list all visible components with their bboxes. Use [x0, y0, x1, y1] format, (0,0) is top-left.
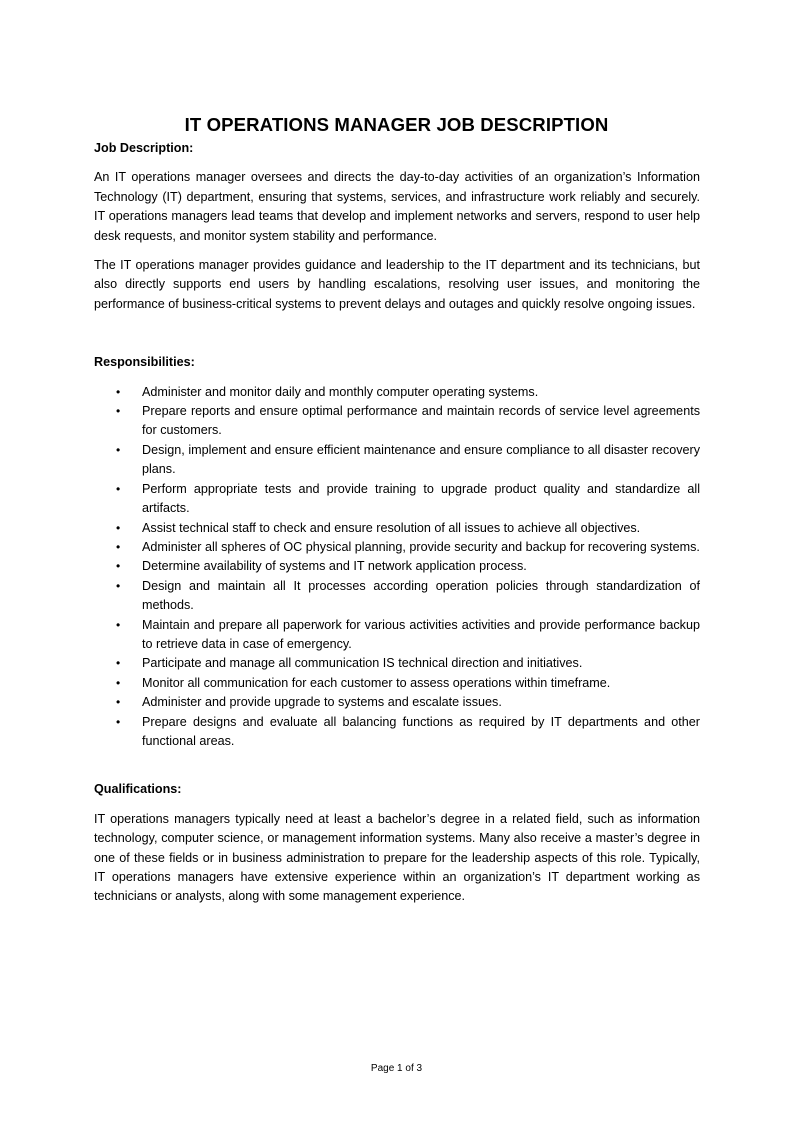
list-item-text: Monitor all communication for each customer to assess operations within timeframe. — [142, 675, 611, 690]
qualifications-paragraph: IT operations managers typically need at least a bachelor’s degree in a related field, such as information technology, computer science, or management information systems. Many also receive a master’s degree in one of these fields or in business administration to prepare for the leadership aspects of this role. Typically, IT operations managers have extensive experience within an organization’s IT department working as technicians or analysts, along with some management experience. — [94, 811, 700, 904]
responsibilities-list — [94, 383, 700, 752]
document-title: IT OPERATIONS MANAGER JOB DESCRIPTION — [184, 114, 609, 135]
bullet-icon: • — [116, 442, 121, 457]
job-description-paragraph-1: An IT operations manager oversees and directs the day-to-day activities of an organization’s Information Technology (IT) department, ensuring that systems, services, and infrastructure work reliably and securely. IT operations managers lead teams that develop and implement networks and servers, respond to user help desk requests, and monitor system stability and performance. — [94, 170, 700, 243]
list-item — [94, 519, 700, 538]
bullet-icon: • — [116, 404, 121, 419]
bullet-icon: • — [116, 539, 121, 554]
bullet-icon: • — [116, 617, 121, 632]
list-item-text: Assist technical staff to check and ensure resolution of all issues to achieve all objectives. — [142, 520, 641, 535]
bullet-icon: • — [116, 695, 121, 710]
bullet-icon: • — [116, 481, 121, 496]
list-item — [94, 674, 700, 693]
list-item-text: Administer and monitor daily and monthly computer operating systems. — [142, 384, 539, 399]
bullet-icon: • — [116, 578, 121, 593]
list-item-text: Administer all spheres of OC physical planning, provide security and backup for recovering systems. — [142, 539, 700, 554]
job-description-heading: Job Description: — [94, 141, 194, 155]
list-item — [94, 577, 700, 616]
list-item-text: Administer and provide upgrade to systems and escalate issues. — [142, 695, 502, 710]
list-item — [94, 538, 700, 557]
list-item — [94, 441, 700, 480]
list-item — [94, 480, 700, 519]
bullet-icon: • — [116, 384, 121, 399]
bullet-icon: • — [116, 675, 121, 690]
list-item — [94, 383, 700, 402]
list-item-text: Maintain and prepare all paperwork for various activities activities and provide performance backup to retrieve data in case of emergency. — [142, 617, 700, 651]
bullet-icon: • — [116, 656, 121, 671]
list-item-text: Prepare designs and evaluate all balancing functions as required by IT departments and other functional areas. — [142, 714, 700, 748]
responsibilities-heading: Responsibilities: — [94, 355, 195, 370]
document-body — [94, 139, 700, 907]
list-item-text: Participate and manage all communication IS technical direction and initiatives. — [142, 656, 583, 671]
bullet-icon: • — [116, 714, 121, 729]
list-item — [94, 693, 700, 712]
bullet-icon: • — [116, 559, 121, 574]
job-description-paragraph-2: The IT operations manager provides guidance and leadership to the IT department and its technicians, but also directly supports end users by handling escalations, resolving user issues, and monitoring the performance of business-critical systems to prevent delays and outages and quickly resolve ongoing issues. — [94, 258, 700, 311]
list-item — [94, 557, 700, 576]
list-item-text: Design, implement and ensure efficient maintenance and ensure compliance to all disaster recovery plans. — [142, 442, 700, 477]
qualifications-heading: Qualifications: — [94, 782, 182, 797]
list-item-text: Design and maintain all It processes according operation policies through standardization of methods. — [142, 578, 700, 613]
page-number: Page 1 of 3 — [370, 1063, 423, 1074]
list-item — [94, 713, 700, 752]
list-item-text: Determine availability of systems and IT network application process. — [142, 559, 527, 574]
list-item — [94, 402, 700, 441]
list-item-text: Perform appropriate tests and provide training to upgrade product quality and standardize all artifacts. — [142, 481, 700, 516]
list-item — [94, 654, 700, 673]
list-item-text: Prepare reports and ensure optimal performance and maintain records of service level agreements for customers. — [142, 404, 700, 438]
bullet-icon: • — [116, 520, 121, 535]
list-item — [94, 616, 700, 655]
